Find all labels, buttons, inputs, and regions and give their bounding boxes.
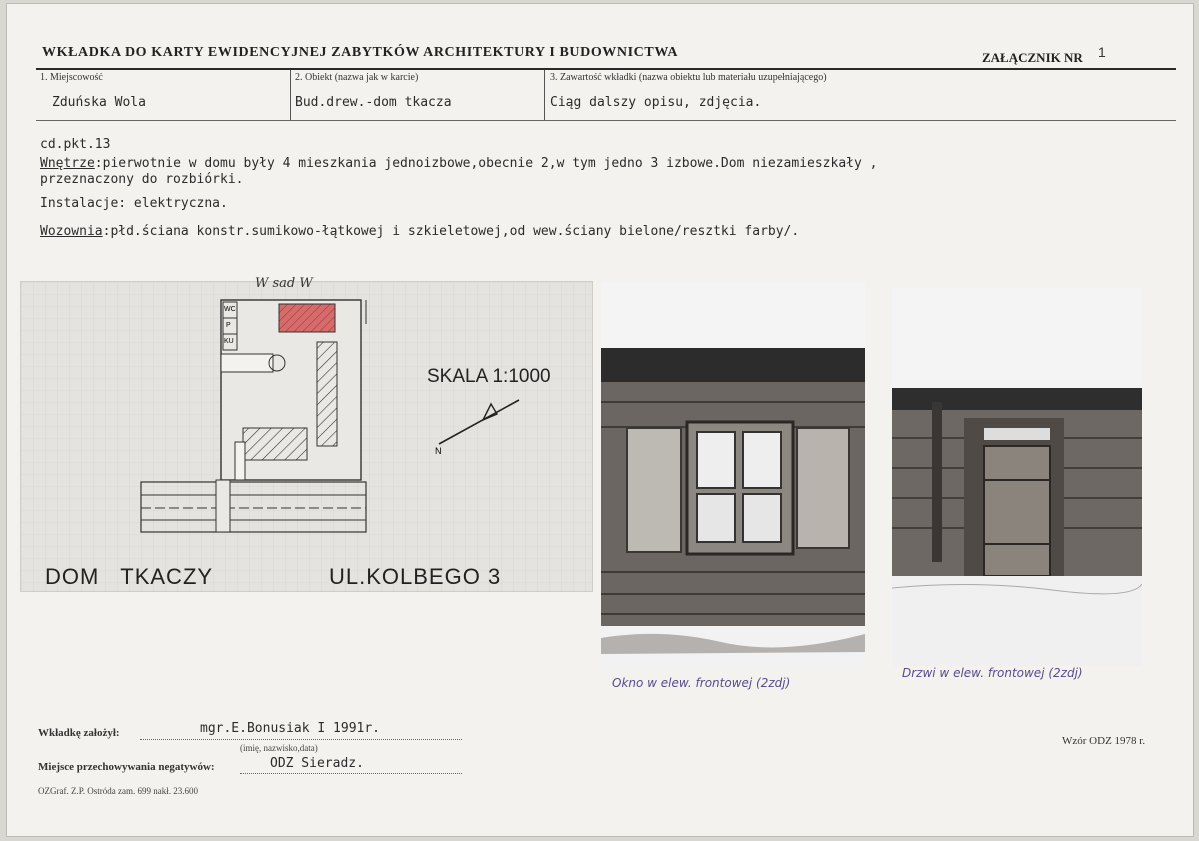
- ku-label: KU: [224, 338, 234, 345]
- print-info: OZGraf. Z.P. Ostróda zam. 699 nakł. 23.600: [38, 786, 198, 796]
- scale-label: SKALA 1:1000: [427, 366, 551, 387]
- locality-label: 1. Miejscowość: [40, 72, 103, 83]
- shed-text: :płd.ściana konstr.sumikowo-łątkowej i szkieletowej,od wew.ściany bielone/resztki farby/.: [102, 224, 800, 239]
- storage-line: [240, 773, 462, 774]
- storage-label: Miejsce przechowywania negatywów:: [38, 761, 215, 773]
- locality-value: Zduńska Wola: [52, 95, 146, 110]
- storage-value: ODZ Sieradz.: [270, 756, 364, 771]
- plan-title-right: UL.KOLBEGO 3: [329, 564, 502, 589]
- caption-door: Drzwi w elew. frontowej (2zdj): [902, 666, 1083, 680]
- founded-label: Wkładkę założył:: [38, 727, 120, 739]
- model-number: Wzór ODZ 1978 r.: [1062, 735, 1146, 747]
- photo-door: [892, 288, 1142, 666]
- form-title: WKŁADKA DO KARTY EWIDENCYJNEJ ZABYTKÓW ARCHITEKTURY I BUDOWNICTWA: [42, 45, 679, 60]
- header-rule: [36, 68, 1176, 70]
- site-plan: [20, 276, 593, 592]
- wc-label: WC: [224, 306, 236, 313]
- field-divider-2: [544, 70, 545, 120]
- p-label: P: [226, 322, 231, 329]
- content-value: Ciąg dalszy opisu, zdjęcia.: [550, 95, 762, 110]
- interior-heading: Wnętrze: [40, 156, 95, 171]
- founded-value: mgr.E.Bonusiak I 1991r.: [200, 721, 381, 736]
- caption-window: Okno w elew. frontowej (2zdj): [612, 676, 791, 690]
- plan-title-left: DOM TKACZY: [45, 564, 214, 589]
- north-label: N: [435, 446, 442, 456]
- photo-window: [601, 282, 865, 670]
- object-label: 2. Obiekt (nazwa jak w karcie): [295, 72, 419, 83]
- field-divider-1: [290, 70, 291, 120]
- continuation-ref: cd.pkt.13: [40, 137, 111, 152]
- interior-line: [40, 156, 877, 171]
- interior-text: :pierwotnie w domu były 4 mieszkania jednoizbowe,obecnie 2,w tym jedno 3 izbowe.Dom niezamieszkały ,: [94, 156, 878, 171]
- object-value: Bud.drew.-dom tkacza: [295, 95, 452, 110]
- shed-line: [40, 224, 799, 239]
- attachment-number: 1: [1098, 44, 1106, 60]
- interior-text-continued: przeznaczony do rozbiórki.: [40, 172, 244, 187]
- shed-heading: Wozownia: [40, 224, 103, 239]
- attachment-label: ZAŁĄCZNIK NR: [982, 50, 1083, 65]
- garden-note: W sad W: [255, 276, 313, 291]
- fields-rule: [36, 120, 1176, 121]
- content-label: 3. Zawartość wkładki (nazwa obiektu lub materiału uzupełniającego): [550, 72, 827, 83]
- founded-line: [140, 739, 462, 740]
- installations-line: Instalacje: elektryczna.: [40, 196, 228, 211]
- founded-hint: (imię, nazwisko,data): [240, 743, 318, 753]
